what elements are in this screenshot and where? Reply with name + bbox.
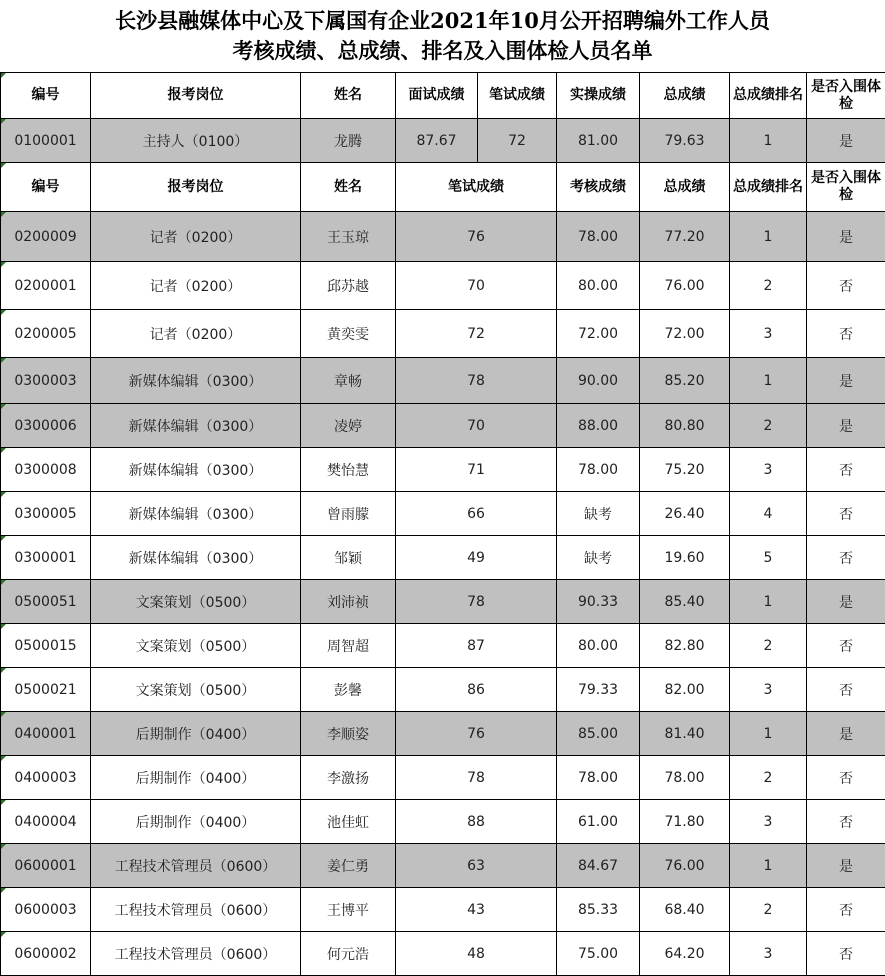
- cell-id: 0200009: [1, 212, 91, 262]
- cell-written: 72: [478, 119, 557, 163]
- cell-pass: 否: [807, 668, 885, 712]
- cell-pass: 是: [807, 404, 885, 448]
- cell-assess: 90.33: [557, 580, 640, 624]
- cell-interview: 87.67: [396, 119, 478, 163]
- table-row: [1, 932, 885, 976]
- cell-pass: 否: [807, 536, 885, 580]
- cell-id: 0300008: [1, 448, 91, 492]
- cell-total: 82.80: [640, 624, 730, 668]
- header-interview: 面试成绩: [396, 73, 478, 119]
- cell-rank: 1: [730, 358, 807, 404]
- table-row: [1, 800, 885, 844]
- cell-total: 19.60: [640, 536, 730, 580]
- cell-assess: 80.00: [557, 262, 640, 310]
- cell-written: 88: [396, 800, 557, 844]
- cell-assess: 80.00: [557, 624, 640, 668]
- cell-rank: 2: [730, 888, 807, 932]
- header-row-1: [1, 73, 885, 119]
- cell-id: 0600002: [1, 932, 91, 976]
- header-id: 编号: [1, 73, 91, 119]
- cell-rank: 1: [730, 580, 807, 624]
- cell-assess: 缺考: [557, 492, 640, 536]
- cell-id: 0400003: [1, 756, 91, 800]
- header-written: 笔试成绩: [396, 163, 557, 212]
- cell-name: 章畅: [301, 358, 396, 404]
- cell-name: 何元浩: [301, 932, 396, 976]
- cell-assess: 75.00: [557, 932, 640, 976]
- cell-pass: 是: [807, 358, 885, 404]
- cell-post: 记者（0200）: [91, 212, 301, 262]
- cell-total: 76.00: [640, 262, 730, 310]
- header-id: 编号: [1, 163, 91, 212]
- table-row: [1, 844, 885, 888]
- header-rank: 总成绩排名: [730, 163, 807, 212]
- cell-name: 邱苏越: [301, 262, 396, 310]
- cell-total: 26.40: [640, 492, 730, 536]
- cell-written: 63: [396, 844, 557, 888]
- cell-id: 0500051: [1, 580, 91, 624]
- cell-total: 85.20: [640, 358, 730, 404]
- cell-name: 王博平: [301, 888, 396, 932]
- cell-id: 0200001: [1, 262, 91, 310]
- cell-name: 周智超: [301, 624, 396, 668]
- table-row: [1, 404, 885, 448]
- cell-total: 68.40: [640, 888, 730, 932]
- cell-total: 79.63: [640, 119, 730, 163]
- header-pass: 是否入围体检: [807, 163, 885, 212]
- cell-pass: 是: [807, 119, 885, 163]
- cell-pass: 否: [807, 756, 885, 800]
- cell-assess: 78.00: [557, 212, 640, 262]
- cell-total: 85.40: [640, 580, 730, 624]
- cell-assess: 85.33: [557, 888, 640, 932]
- cell-written: 78: [396, 580, 557, 624]
- table-row: [1, 358, 885, 404]
- cell-total: 75.20: [640, 448, 730, 492]
- cell-pass: 否: [807, 310, 885, 358]
- cell-post: 文案策划（0500）: [91, 624, 301, 668]
- cell-post: 新媒体编辑（0300）: [91, 358, 301, 404]
- header-pass: 是否入围体检: [807, 73, 885, 119]
- cell-assess: 84.67: [557, 844, 640, 888]
- cell-assess: 72.00: [557, 310, 640, 358]
- header-total: 总成绩: [640, 73, 730, 119]
- table-row: [1, 668, 885, 712]
- header-written: 笔试成绩: [478, 73, 557, 119]
- cell-post: 工程技术管理员（0600）: [91, 888, 301, 932]
- cell-written: 76: [396, 712, 557, 756]
- table-row: [1, 712, 885, 756]
- cell-total: 76.00: [640, 844, 730, 888]
- cell-total: 81.40: [640, 712, 730, 756]
- cell-written: 66: [396, 492, 557, 536]
- cell-id: 0400004: [1, 800, 91, 844]
- cell-rank: 2: [730, 756, 807, 800]
- cell-id: 0200005: [1, 310, 91, 358]
- cell-name: 樊怡慧: [301, 448, 396, 492]
- cell-name: 李激扬: [301, 756, 396, 800]
- header-total: 总成绩: [640, 163, 730, 212]
- cell-pass: 否: [807, 888, 885, 932]
- page-title: [0, 0, 885, 72]
- cell-rank: 3: [730, 668, 807, 712]
- cell-assess: 79.33: [557, 668, 640, 712]
- table-row: [1, 624, 885, 668]
- cell-pass: 是: [807, 580, 885, 624]
- cell-post: 主持人（0100）: [91, 119, 301, 163]
- table-row: [1, 580, 885, 624]
- table-row: [1, 888, 885, 932]
- table-row: [1, 756, 885, 800]
- cell-name: 彭馨: [301, 668, 396, 712]
- cell-written: 78: [396, 756, 557, 800]
- cell-total: 77.20: [640, 212, 730, 262]
- table-row: [1, 262, 885, 310]
- cell-name: 邹颖: [301, 536, 396, 580]
- cell-post: 后期制作（0400）: [91, 756, 301, 800]
- cell-id: 0300006: [1, 404, 91, 448]
- cell-written: 49: [396, 536, 557, 580]
- cell-rank: 1: [730, 119, 807, 163]
- cell-written: 71: [396, 448, 557, 492]
- cell-pass: 否: [807, 624, 885, 668]
- cell-name: 曾雨朦: [301, 492, 396, 536]
- cell-pass: 是: [807, 212, 885, 262]
- cell-name: 刘沛祯: [301, 580, 396, 624]
- cell-total: 80.80: [640, 404, 730, 448]
- cell-post: 工程技术管理员（0600）: [91, 932, 301, 976]
- cell-pass: 是: [807, 712, 885, 756]
- header-post: 报考岗位: [91, 73, 301, 119]
- cell-assess: 61.00: [557, 800, 640, 844]
- cell-id: 0500015: [1, 624, 91, 668]
- cell-pass: 否: [807, 448, 885, 492]
- cell-post: 后期制作（0400）: [91, 800, 301, 844]
- cell-post: 记者（0200）: [91, 310, 301, 358]
- header-name: 姓名: [301, 163, 396, 212]
- cell-rank: 1: [730, 844, 807, 888]
- header-row-2: [1, 163, 885, 212]
- cell-written: 70: [396, 262, 557, 310]
- cell-post: 工程技术管理员（0600）: [91, 844, 301, 888]
- cell-name: 姜仁勇: [301, 844, 396, 888]
- table-row: [1, 119, 885, 163]
- cell-written: 48: [396, 932, 557, 976]
- header-rank: 总成绩排名: [730, 73, 807, 119]
- cell-practical: 81.00: [557, 119, 640, 163]
- cell-written: 72: [396, 310, 557, 358]
- cell-rank: 2: [730, 404, 807, 448]
- cell-post: 文案策划（0500）: [91, 580, 301, 624]
- header-post: 报考岗位: [91, 163, 301, 212]
- cell-written: 87: [396, 624, 557, 668]
- title-line-1: 长沙县融媒体中心及下属国有企业2021年10月公开招聘编外工作人员: [0, 6, 885, 36]
- header-name: 姓名: [301, 73, 396, 119]
- table-row: [1, 492, 885, 536]
- cell-pass: 是: [807, 844, 885, 888]
- cell-post: 文案策划（0500）: [91, 668, 301, 712]
- cell-name: 凌婷: [301, 404, 396, 448]
- cell-name: 池佳虹: [301, 800, 396, 844]
- cell-post: 新媒体编辑（0300）: [91, 448, 301, 492]
- cell-id: 0100001: [1, 119, 91, 163]
- cell-rank: 3: [730, 310, 807, 358]
- cell-rank: 2: [730, 262, 807, 310]
- cell-pass: 否: [807, 932, 885, 976]
- cell-id: 0600003: [1, 888, 91, 932]
- cell-name: 王玉琼: [301, 212, 396, 262]
- table-row: [1, 310, 885, 358]
- cell-id: 0300003: [1, 358, 91, 404]
- cell-total: 71.80: [640, 800, 730, 844]
- cell-id: 0500021: [1, 668, 91, 712]
- cell-written: 86: [396, 668, 557, 712]
- table-row: [1, 212, 885, 262]
- cell-rank: 4: [730, 492, 807, 536]
- header-practical: 实操成绩: [557, 73, 640, 119]
- header-assess: 考核成绩: [557, 163, 640, 212]
- cell-post: 新媒体编辑（0300）: [91, 404, 301, 448]
- cell-rank: 2: [730, 624, 807, 668]
- cell-assess: 78.00: [557, 448, 640, 492]
- cell-post: 记者（0200）: [91, 262, 301, 310]
- cell-pass: 否: [807, 492, 885, 536]
- results-table: [0, 72, 885, 976]
- cell-rank: 3: [730, 932, 807, 976]
- cell-rank: 1: [730, 212, 807, 262]
- cell-id: 0400001: [1, 712, 91, 756]
- cell-total: 78.00: [640, 756, 730, 800]
- cell-name: 李顺姿: [301, 712, 396, 756]
- table-row: [1, 448, 885, 492]
- cell-written: 76: [396, 212, 557, 262]
- cell-post: 新媒体编辑（0300）: [91, 492, 301, 536]
- cell-name: 龙腾: [301, 119, 396, 163]
- cell-assess: 78.00: [557, 756, 640, 800]
- cell-assess: 85.00: [557, 712, 640, 756]
- cell-assess: 90.00: [557, 358, 640, 404]
- cell-post: 后期制作（0400）: [91, 712, 301, 756]
- cell-rank: 1: [730, 712, 807, 756]
- cell-post: 新媒体编辑（0300）: [91, 536, 301, 580]
- cell-rank: 3: [730, 448, 807, 492]
- cell-pass: 否: [807, 262, 885, 310]
- cell-written: 70: [396, 404, 557, 448]
- cell-total: 72.00: [640, 310, 730, 358]
- table-row: [1, 536, 885, 580]
- cell-assess: 缺考: [557, 536, 640, 580]
- cell-rank: 5: [730, 536, 807, 580]
- title-line-2: 考核成绩、总成绩、排名及入围体检人员名单: [0, 36, 885, 66]
- cell-rank: 3: [730, 800, 807, 844]
- cell-written: 43: [396, 888, 557, 932]
- cell-id: 0600001: [1, 844, 91, 888]
- cell-name: 黄奕雯: [301, 310, 396, 358]
- cell-total: 64.20: [640, 932, 730, 976]
- cell-id: 0300001: [1, 536, 91, 580]
- cell-id: 0300005: [1, 492, 91, 536]
- cell-pass: 否: [807, 800, 885, 844]
- cell-total: 82.00: [640, 668, 730, 712]
- cell-assess: 88.00: [557, 404, 640, 448]
- cell-written: 78: [396, 358, 557, 404]
